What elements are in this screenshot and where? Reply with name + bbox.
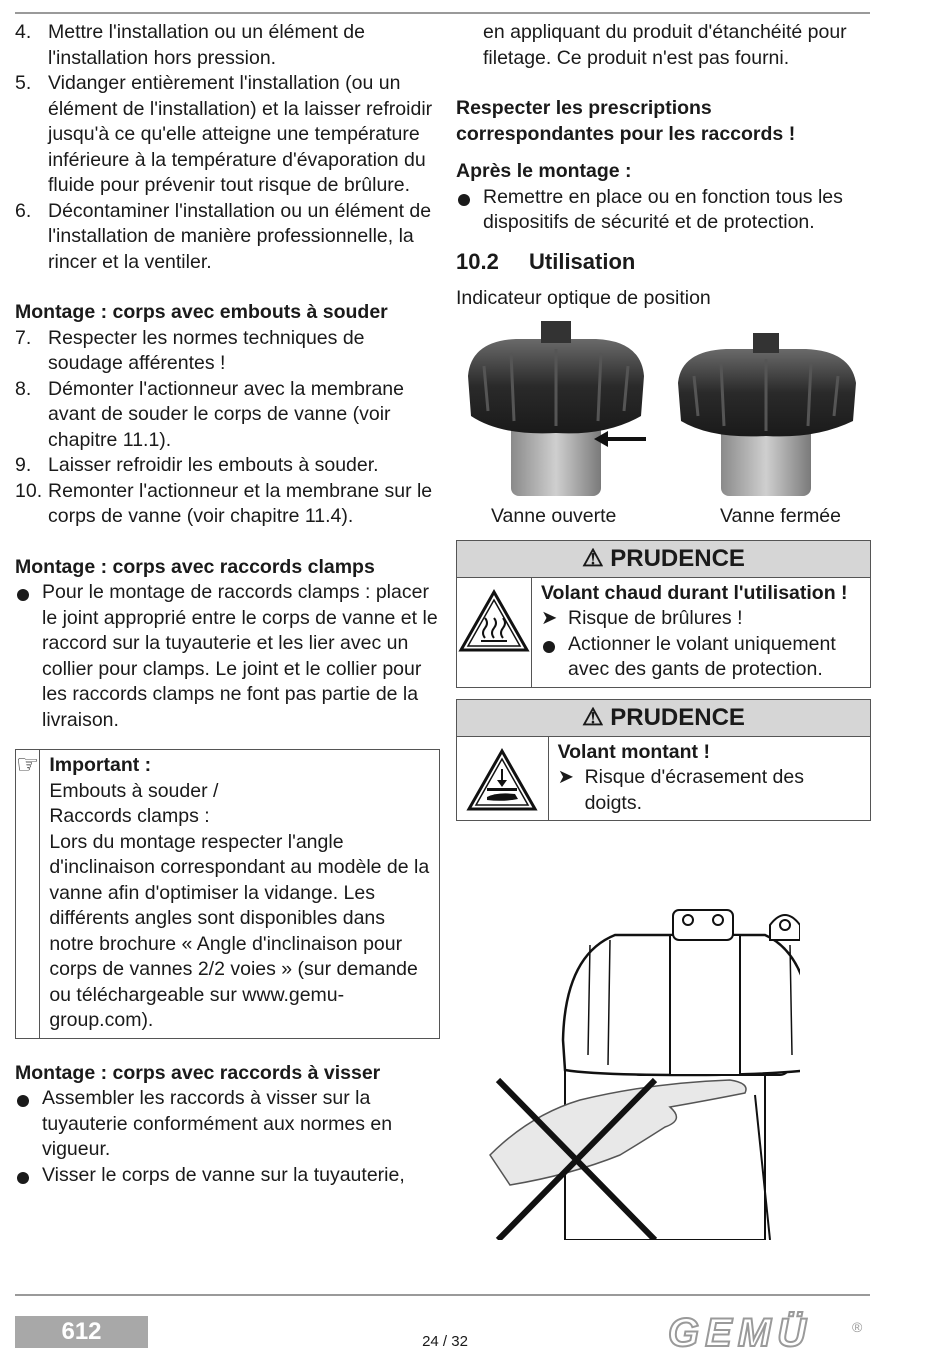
after-heading: Après le montage : <box>456 160 632 182</box>
indicator-label: Indicateur optique de position <box>456 286 711 309</box>
list-item: 5. Vidanger entièrement l'installation (ou un élément de l'installation) et la laisser refroidir jusqu'à ce qu'elle atteigne une température inférieure à la température d'évaporation du fluide pour prévenir tout risque de brûlure. <box>15 72 433 196</box>
crush-hand-icon <box>457 737 549 821</box>
continuation-text: en appliquant du produit d'étanchéité pour filetage. Ce produit n'est pas fourni. <box>483 21 847 69</box>
warning-risk: ➤ Risque d'écrasement des doigts. <box>558 765 862 816</box>
product-badge: 612 <box>15 1316 148 1348</box>
caption-open: Vanne ouverte <box>491 505 617 527</box>
important-text <box>40 750 439 1038</box>
warning-header: ⚠ PRUDENCE <box>457 700 870 737</box>
hand-crush-illustration <box>470 895 800 1240</box>
important-line: Embouts à souder / <box>49 779 219 802</box>
prescriptions-heading: Respecter les prescriptions correspondantes pour les raccords ! <box>456 97 796 145</box>
screw-bullets <box>15 1086 440 1188</box>
list-item: Assembler les raccords à visser sur la tuyauterie conformément aux normes en vigueur. <box>15 1086 440 1163</box>
top-rule <box>15 12 870 14</box>
section-number: 10.2 <box>456 248 499 274</box>
important-note <box>15 749 440 1039</box>
section-title <box>456 248 871 276</box>
list-item: Pour le montage de raccords clamps : placer le joint approprié entre le corps de vanne et le raccord sur la tuyauterie et les lier avec un collier pour clamps. Le joint et le collier pour les raccords clamps ne font pas partie de la livraison. <box>15 580 440 733</box>
hot-surface-icon <box>457 578 532 687</box>
screw-heading: Montage : corps avec raccords à visser <box>15 1061 381 1084</box>
valve-top-open <box>541 321 571 343</box>
valve-top-closed <box>753 333 779 353</box>
weld-heading: Montage : corps avec embouts à souder <box>15 301 388 323</box>
list-item: 4. Mettre l'installation ou un élément de l'installation hors pression. <box>15 21 365 69</box>
section-name: Utilisation <box>529 248 636 274</box>
gemu-logo <box>668 1310 868 1354</box>
warning-title: Volant montant ! <box>557 740 710 763</box>
after-bullets <box>456 185 871 236</box>
warning-box-hot <box>456 540 871 688</box>
bottom-rule <box>15 1294 870 1296</box>
warning-triangle-icon: ⚠ <box>582 703 604 731</box>
clamp-heading: Montage : corps avec raccords clamps <box>15 555 375 578</box>
arrow-icon <box>594 431 646 447</box>
list-item: 8. Démonter l'actionneur avec la membrane avant de souder le corps de vanne (voir chapitre 11.1). <box>15 377 404 451</box>
warning-box-crush <box>456 699 871 822</box>
photo-captions <box>456 504 871 530</box>
right-column <box>456 20 871 821</box>
page-number: 24 / 32 <box>422 1333 468 1350</box>
list-item: 6. Décontaminer l'installation ou un élément de l'installation de manière professionnelle, la rincer et la ventiler. <box>15 199 432 273</box>
important-line: Raccords clamps : <box>49 805 210 827</box>
valve-photos-illustration <box>456 321 871 496</box>
left-column <box>15 20 440 1188</box>
warning-title: Volant chaud durant l'utilisation ! <box>541 581 848 604</box>
warning-risk: ➤ Risque de brûlures ! <box>541 606 862 632</box>
important-title: Important : <box>49 754 152 776</box>
list-item: 10. Remonter l'actionneur et la membrane sur le corps de vanne (voir chapitre 11.4). <box>15 479 433 527</box>
list-item: 7. Respecter les normes techniques de soudage afférentes ! <box>15 326 365 374</box>
important-line: Lors du montage respecter l'angle d'inclinaison correspondant au modèle de la vanne afin d'optimiser la vidange. Les différents angles sont disponibles dans notre brochure « Angle d'inclinaison pour corps de vannes 2/2 voies » (sur demande ou téléchargeable sur www.gemu-group.com). <box>49 830 430 1031</box>
steps-list-a <box>15 20 440 275</box>
clamp-bullets <box>15 580 440 733</box>
list-item: 9. Laisser refroidir les embouts à souder. <box>15 454 379 476</box>
pointing-hand-icon: ☞ <box>16 750 40 1038</box>
registered-mark: ® <box>852 1319 863 1335</box>
list-item: Remettre en place ou en fonction tous les dispositifs de sécurité et de protection. <box>456 185 871 236</box>
list-item: Visser le corps de vanne sur la tuyauterie, <box>15 1163 440 1189</box>
position-indicator-photos <box>456 321 871 496</box>
steps-list-b <box>15 326 440 530</box>
logo-text: GEMÜ <box>668 1311 812 1354</box>
caption-closed: Vanne fermée <box>719 505 841 527</box>
warning-action: Actionner le volant uniquement avec des gants de protection. <box>541 632 862 683</box>
warning-triangle-icon: ⚠ <box>582 544 604 572</box>
warning-header: ⚠ PRUDENCE <box>457 541 870 578</box>
